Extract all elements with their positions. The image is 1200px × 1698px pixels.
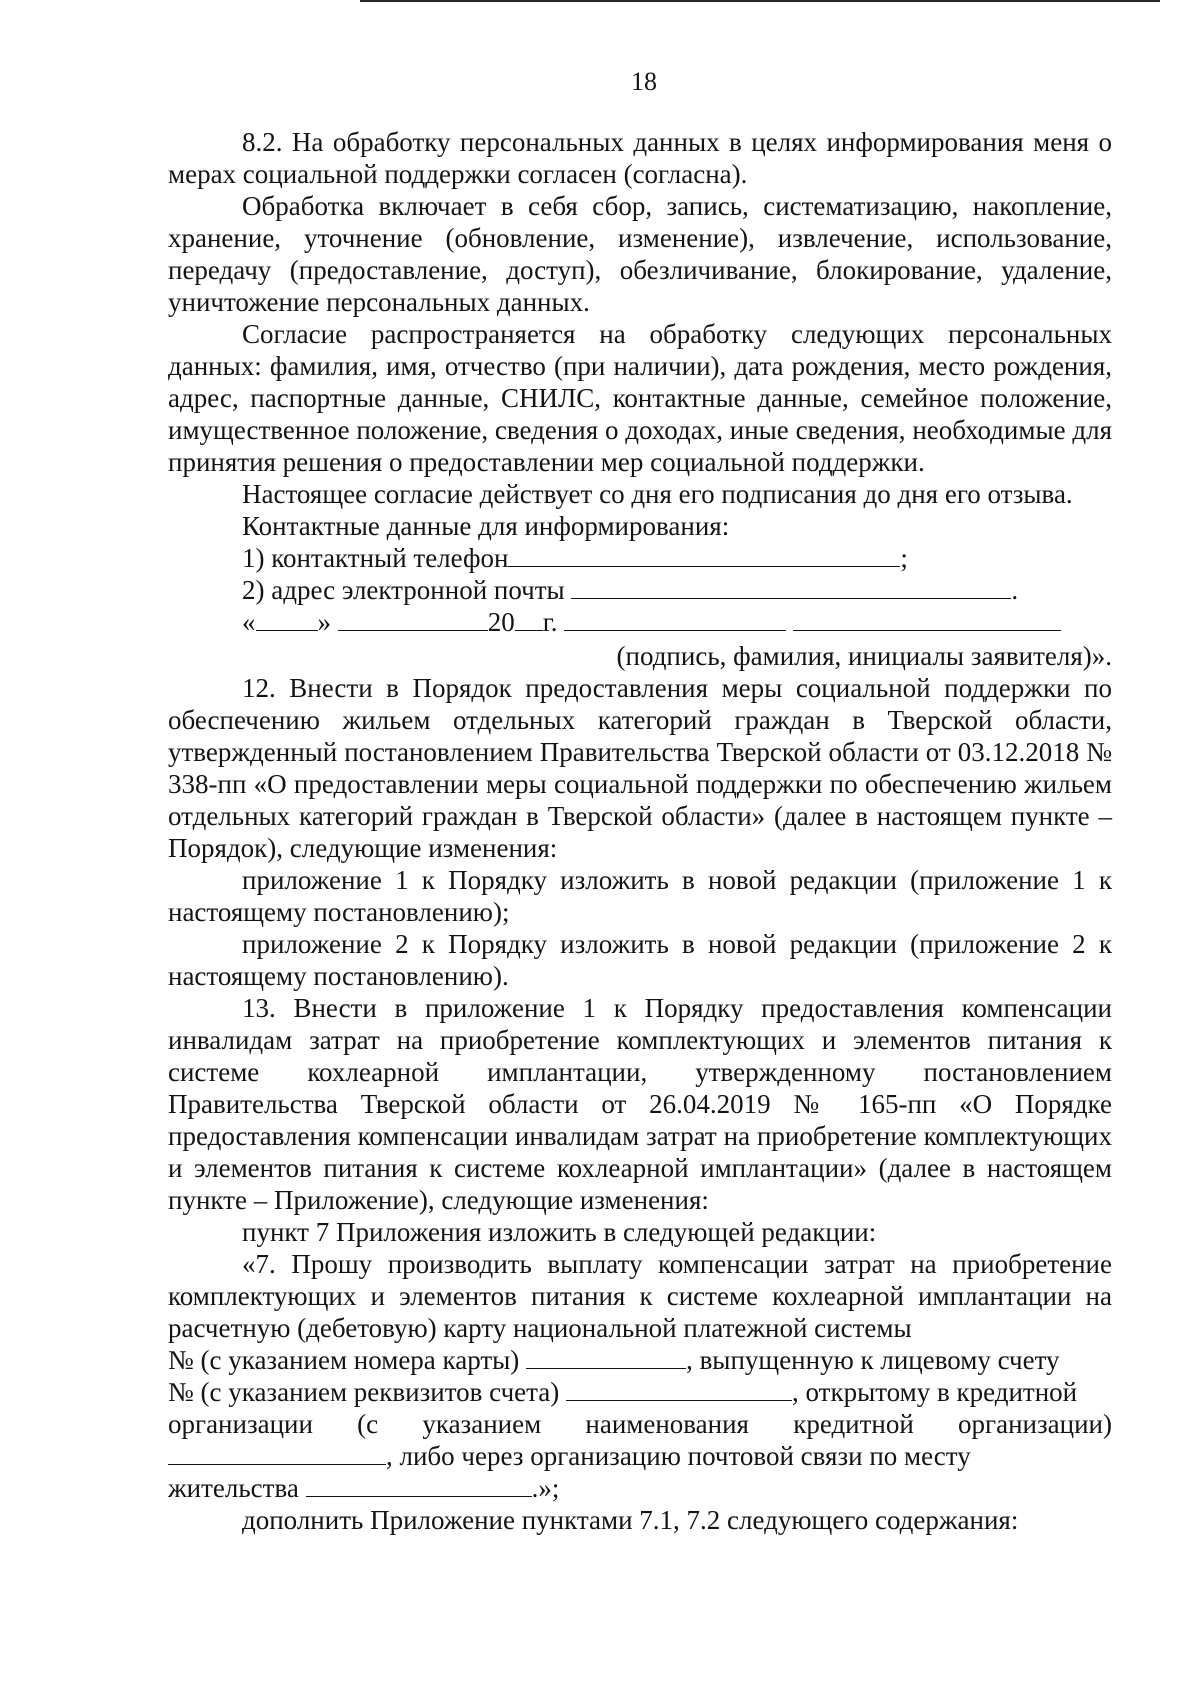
- paragraph-12-appendix-1: приложение 1 к Порядку изложить в новой редакции (приложение 1 к настоящему постановлению);: [168, 865, 1112, 927]
- paragraph-8-2: 8.2. На обработку персональных данных в целях информирования меня о мерах социальной поддержки согласен (согласна).: [168, 127, 1112, 189]
- card-number-blank: [526, 1344, 686, 1369]
- paragraph-13-supplement: дополнить Приложение пунктами 7.1, 7.2 следующего содержания:: [242, 1505, 1019, 1535]
- email-end: .: [1011, 575, 1019, 605]
- residence-end: .»;: [531, 1473, 560, 1503]
- paragraph-13-item-7-intro: пункт 7 Приложения изложить в следующей редакции:: [242, 1217, 877, 1247]
- date-close-quote: »: [317, 607, 331, 637]
- phone-label: 1) контактный телефон: [242, 543, 509, 573]
- email-line: [168, 574, 1112, 606]
- year-blank: [515, 606, 543, 631]
- paragraph-13-item-7-text: «7. Прошу производить выплату компенсации затрат на приобретение комплектующих и элементов питания к системе кохлеарной имплантации на расчетную (дебетовую) карту национальной платежной системы: [168, 1249, 1112, 1343]
- postal-text: , либо через организацию почтовой связи по месту: [386, 1441, 971, 1471]
- date-signature-line: [168, 606, 1112, 638]
- paragraph-contact-heading: Контактные данные для информирования:: [242, 511, 730, 541]
- paragraph-12-appendix-2: приложение 2 к Порядку изложить в новой редакции (приложение 2 к настоящему постановлению).: [168, 929, 1112, 991]
- signature-caption: (подпись, фамилия, инициалы заявителя)».: [616, 641, 1112, 671]
- day-blank: [256, 606, 318, 631]
- paragraph-consent-validity: Настоящее согласие действует со дня его подписания до дня его отзыва.: [242, 479, 1073, 509]
- residence-label: жительства: [168, 1473, 299, 1503]
- residence-blank: [306, 1472, 532, 1497]
- email-label: 2) адрес электронной почты: [242, 575, 565, 605]
- year-suffix: г.: [542, 607, 558, 637]
- card-number-end: , выпущенную к лицевому счету: [686, 1345, 1060, 1375]
- card-number-label: № (с указанием номера карты): [168, 1345, 520, 1375]
- phone-end: ;: [900, 543, 908, 573]
- phone-blank: [508, 542, 900, 567]
- date-open-quote: «: [242, 607, 256, 637]
- bank-org-line: организации (с указанием наименования кредитной организации): [168, 1409, 1112, 1439]
- card-number-line: [168, 1344, 1112, 1376]
- paragraph-13: 13. Внести в приложение 1 к Порядку предоставления компенсации инвалидам затрат на приобретение комплектующих и элементов питания к системе кохлеарной имплантации, утвержденному постановлением Правительства Тверской области от 26.04.2019 № 165-пп «О Порядке предоставления компенсации инвалидам затрат на приобретение комплектующих и элементов питания к системе кохлеарной имплантации» (далее в настоящем пункте – Приложение), следующие изменения:: [168, 993, 1112, 1215]
- paragraph-12: 12. Внести в Порядок предоставления меры социальной поддержки по обеспечению жильем отдельных категорий граждан в Тверской области, утвержденный постановлением Правительства Тверской области от 03.12.2018 № 338-пп «О предоставлении меры социальной поддержки по обеспечению жильем отдельных категорий граждан в Тверской области» (далее в настоящем пункте – Порядок), следующие изменения:: [168, 673, 1112, 863]
- paragraph-processing: Обработка включает в себя сбор, запись, систематизацию, накопление, хранение, уточнение (обновление, изменение), извлечение, использование, передачу (предоставление, доступ), обезличивание, блокирование, удаление, уничтожение персональных данных.: [168, 191, 1112, 317]
- paragraph-consent-scope: Согласие распространяется на обработку следующих персональных данных: фамилия, имя, отчество (при наличии), дата рождения, место рождения, адрес, паспортные данные, СНИЛС, контактные данные, семейное положение, имущественное положение, сведения о доходах, иные сведения, необходимые для принятия решения о предоставлении мер социальной поддержки.: [168, 319, 1112, 477]
- month-blank: [338, 606, 488, 631]
- account-label: № (с указанием реквизитов счета): [168, 1377, 560, 1407]
- account-end: , открытому в кредитной: [792, 1377, 1078, 1407]
- page-number: 18: [631, 67, 657, 96]
- year-prefix: 20: [487, 607, 515, 637]
- name-blank: [793, 606, 1061, 631]
- account-line: [168, 1376, 1112, 1408]
- phone-line: [168, 542, 1112, 574]
- account-blank: [566, 1376, 792, 1401]
- document-body: [168, 126, 1112, 1536]
- bank-name-blank: [168, 1440, 386, 1465]
- residence-line: [168, 1472, 1112, 1504]
- scan-edge-line: [360, 0, 1160, 2]
- postal-line: [168, 1440, 1112, 1472]
- signature-blank: [564, 606, 786, 631]
- email-blank: [571, 574, 1011, 599]
